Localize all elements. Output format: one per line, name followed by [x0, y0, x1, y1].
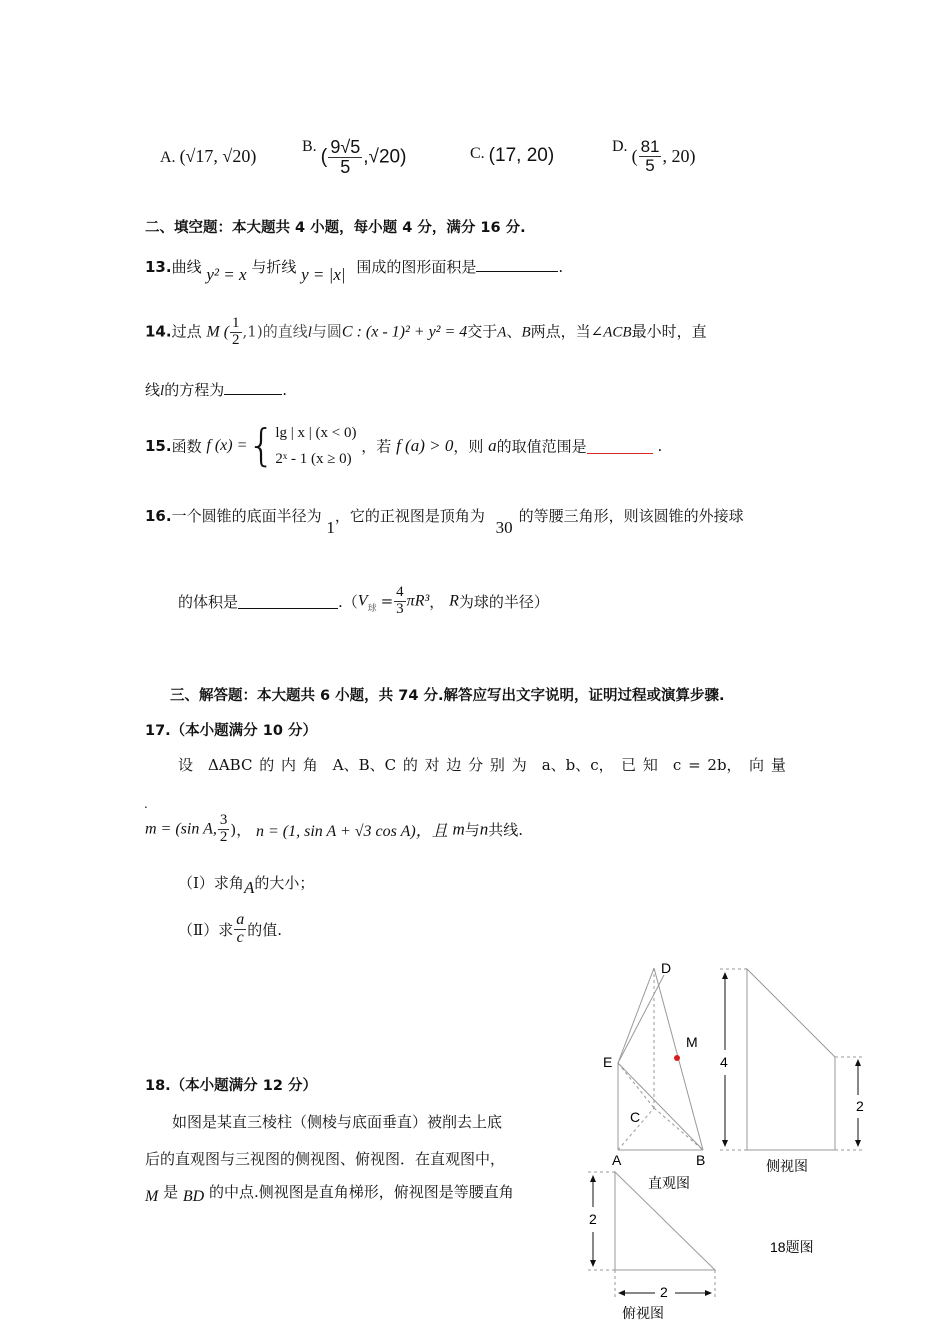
q17-part2-den: c: [236, 928, 244, 946]
q14-end: .: [282, 381, 287, 399]
q13-text1: 曲线: [171, 258, 202, 276]
q17-m-post: )，: [230, 820, 252, 839]
q14-angle: ACB: [603, 324, 632, 341]
q14-text5: 两点，当∠: [530, 322, 604, 341]
q15-end: .: [657, 437, 663, 455]
q17-part2: [178, 912, 282, 947]
question-14: [145, 316, 707, 349]
q16-radius: 1: [326, 518, 335, 537]
q14-text4: 交于: [467, 322, 498, 341]
option-b: [302, 138, 406, 177]
q16-text4: ，: [429, 592, 445, 611]
option-a-expr: (√17, √20): [179, 146, 257, 166]
label-C: C: [630, 1109, 641, 1125]
caption-direct-view: 直观图: [648, 1175, 690, 1191]
caption-side-view: 侧视图: [766, 1158, 808, 1174]
q15-answer-blank: [587, 439, 653, 454]
question-14-line2: [145, 379, 287, 400]
section3-title: 三、解答题：本大题共 6 小题，共 74 分.解答应写出文字说明，证明过程或演算步骤.: [170, 688, 725, 704]
q16-fraction: [394, 585, 406, 618]
option-d-rest: , 20): [662, 145, 696, 166]
q15-text2: ，若: [361, 437, 392, 456]
q18-title: 18.（本小题满分 12 分）: [145, 1078, 317, 1094]
q15-fx: f (x) =: [206, 437, 248, 454]
q13-text2: 与折线: [251, 258, 297, 276]
q14-frac-num: 1: [232, 315, 240, 331]
q17-end: 共线.: [488, 820, 524, 839]
q13-answer-blank: [476, 257, 558, 272]
q17-frac-den: 2: [219, 828, 228, 845]
q17-m-vector: m = (sin A,: [145, 820, 217, 838]
caption-top-view: 俯视图: [622, 1305, 664, 1321]
option-d-open: (: [631, 145, 638, 166]
q14-number: 14.: [145, 322, 172, 341]
top-dim-height-label: 2: [589, 1211, 597, 1227]
top-view: [588, 1172, 715, 1298]
side-view-shape: [747, 969, 835, 1150]
edge-EB: [618, 1063, 703, 1150]
option-d-letter: D.: [612, 138, 628, 155]
label-M: M: [686, 1034, 698, 1050]
option-a-letter: A.: [160, 149, 176, 166]
q17-m: m: [452, 819, 465, 839]
q17-part2-num: a: [236, 911, 245, 928]
q17-with: 与: [464, 820, 480, 839]
q17-title: 17.（本小题满分 10 分）: [145, 723, 317, 739]
q15-text1: 函数: [171, 437, 202, 456]
side-view: [720, 969, 862, 1150]
q16-answer-blank: [238, 594, 338, 609]
q17-part2-pre: （Ⅱ）求: [178, 920, 234, 939]
edge-CB-hidden: [654, 1108, 703, 1150]
q18-line1: 如图是某直三棱柱（侧棱与底面垂直）被削去上底: [172, 1113, 503, 1131]
option-d: [612, 138, 695, 175]
q13-text3: 围成的图形面积是: [356, 258, 477, 276]
option-b-open: (: [320, 145, 328, 168]
question-15: [145, 420, 662, 472]
q16-r: R: [449, 592, 459, 610]
q14-point-b: B: [521, 324, 531, 341]
edge-DB: [654, 968, 703, 1150]
option-b-frac-den: 5: [340, 156, 351, 177]
option-c-expr: (17, 20): [488, 145, 555, 166]
q15-text4: 的取值范围是: [496, 437, 587, 456]
edge-DE: [618, 968, 654, 1063]
edge-AC-hidden: [618, 1108, 654, 1150]
q14-point-a: A: [497, 324, 507, 341]
option-d-fraction: [639, 138, 662, 175]
q16-eq: =: [380, 592, 394, 611]
q17-line1: 设 ΔABC 的 内 角 A、B、C 的 对 边 分 别 为 a、b、c， 已 知 c = 2b， 向 量: [178, 756, 786, 774]
label-E: E: [603, 1054, 613, 1070]
q16-text3: 的等腰三角形，则该圆锥的外接球: [518, 507, 744, 525]
point-M: [674, 1055, 680, 1061]
q15-fa: f (a) > 0: [396, 436, 454, 455]
side-dim-step-label: 2: [856, 1098, 864, 1114]
label-A: A: [612, 1152, 622, 1168]
q14-sep: 、: [506, 322, 522, 341]
q14-text2: ,1)的直线: [242, 322, 308, 341]
q17-part2-post: 的值.: [247, 920, 282, 939]
q14-line-l: l: [307, 324, 312, 341]
q13-eq2: y = |x|: [301, 265, 346, 284]
q16-text5: 为球的半径）: [458, 592, 549, 611]
q17-part1-post: 的大小；: [254, 874, 315, 892]
q15-cases: [275, 420, 356, 472]
side-dim-height-label: 4: [720, 1054, 728, 1070]
option-b-letter: B.: [302, 138, 317, 155]
q16-text1: 一个圆锥的底面半径为: [171, 507, 322, 525]
q13-number: 13.: [145, 258, 172, 276]
option-d-frac-den: 5: [645, 155, 655, 175]
q17-fraction: [218, 813, 230, 846]
q14-frac-den: 2: [232, 331, 240, 348]
q17-dot: .: [144, 797, 148, 811]
top-dim-width-label: 2: [660, 1284, 668, 1300]
section2-title: 二、填空题：本大题共 4 小题，每小题 4 分，满分 16 分.: [145, 220, 526, 236]
q16-frac-den: 3: [396, 600, 404, 617]
q15-text3: ，则: [453, 437, 484, 456]
label-D: D: [661, 960, 672, 976]
q18-line3-t1: 是: [163, 1183, 179, 1201]
q17-frac-num: 3: [219, 812, 228, 828]
q14-line2-l: l: [160, 383, 165, 399]
q18-line3-t2: 的中点.侧视图是直角梯形，俯视图是等腰直角: [209, 1183, 514, 1201]
q17-n: n: [479, 819, 489, 839]
q14-text7: 的方程为: [164, 381, 225, 399]
q16-line2-text: 的体积是: [178, 592, 239, 611]
direct-view: [618, 968, 703, 1150]
q13-end: .: [558, 258, 564, 276]
question-16: [145, 505, 744, 537]
q17-part1-a: A: [243, 878, 255, 897]
option-c: [470, 145, 554, 167]
edge-EC-hidden: [618, 1063, 654, 1108]
q15-brace: {: [247, 420, 276, 471]
q18-m: M: [145, 1188, 159, 1205]
q14-line2-text: 线: [145, 381, 161, 399]
q17-part1-pre: （Ⅰ）求角: [178, 874, 244, 892]
q13-eq1: y² = x: [206, 265, 247, 284]
q16-pir: πR³: [406, 592, 430, 610]
q16-number: 16.: [145, 507, 172, 525]
q15-a: a: [488, 436, 497, 455]
q18-line2: 后的直观图与三视图的侧视图、俯视图．在直观图中，: [145, 1150, 506, 1168]
edge-ED-inner: [618, 975, 664, 1063]
option-b-frac-num: 9√5: [330, 137, 361, 157]
q17-n-vector: n = (1, sin A + √3 cos A)，且: [255, 822, 448, 840]
q16-frac-num: 4: [396, 584, 404, 600]
q15-case1: lg | x | (x < 0): [275, 425, 357, 441]
q14-text1: 过点: [171, 322, 202, 341]
option-b-fraction: [328, 138, 362, 177]
question-13: [145, 256, 564, 284]
q14-answer-blank: [224, 380, 282, 395]
label-B: B: [696, 1152, 706, 1168]
q16-angle: 30: [495, 518, 513, 537]
question-16-line2: [178, 585, 549, 618]
q18-bd: BD: [182, 1188, 205, 1205]
q18-line3: [145, 1181, 514, 1205]
option-c-letter: C.: [470, 145, 485, 162]
q17-part1: [178, 872, 315, 897]
q16-end: .（: [338, 592, 358, 611]
top-view-shape: [615, 1172, 715, 1270]
caption-figure-18: 18题图: [770, 1239, 814, 1255]
option-b-rest: ,√20): [363, 146, 407, 168]
q14-text3: 与圆: [311, 322, 342, 341]
option-d-frac-num: 81: [640, 137, 660, 156]
option-a: [160, 146, 256, 167]
q17-part2-fraction: [234, 912, 246, 947]
q16-text2: ，它的正视图是顶角为: [334, 507, 485, 525]
q14-text6: 最小时，直: [631, 322, 707, 341]
q15-case2: 2ˣ - 1 (x ≥ 0): [275, 451, 352, 467]
q14-fraction: [230, 316, 242, 349]
q16-volume: V: [357, 592, 368, 610]
q14-point-m: M (: [206, 323, 230, 341]
q17-line2: [145, 813, 523, 846]
q16-volume-sub: 球: [367, 603, 377, 614]
q15-number: 15.: [145, 437, 172, 455]
q14-circle-eq: C : (x - 1)² + y² = 4: [341, 323, 468, 341]
